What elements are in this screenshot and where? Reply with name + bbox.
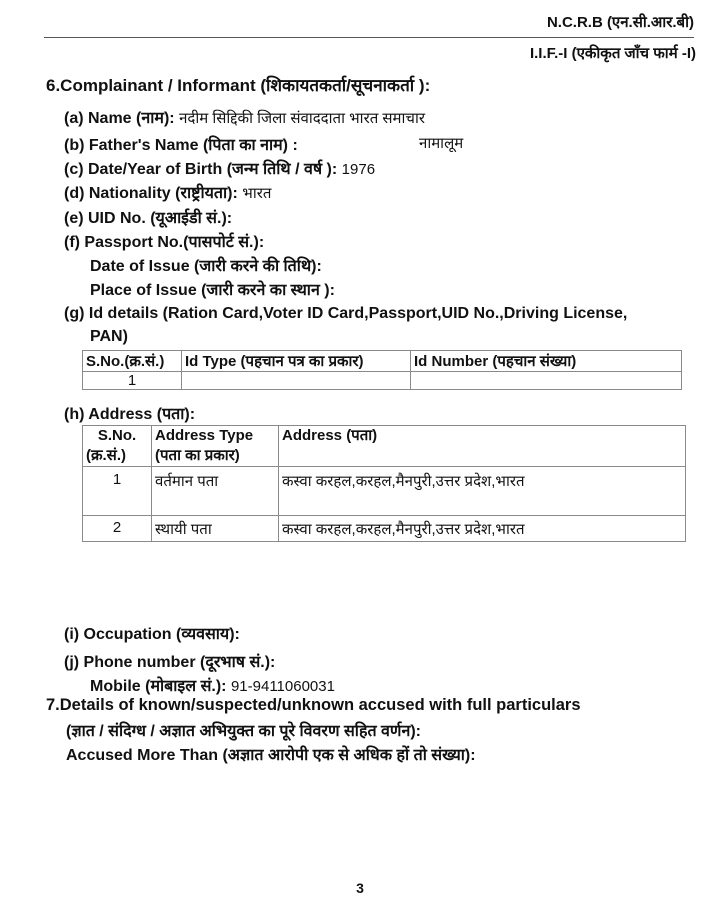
page-number: 3 [356,880,364,896]
address-table-header-type-line2: (पता का प्रकार) [155,447,240,464]
phone-label: (j) Phone number (दूरभाष सं.): [64,654,276,671]
passport-label: (f) Passport No.(पासपोर्ट सं.): [64,234,265,251]
mobile-value: 91-9411060031 [230,678,335,695]
father-label: (b) Father's Name (पिता का नाम) : [64,137,298,154]
uid-label: (e) UID No. (यूआईडी सं.): [64,210,233,227]
address-table-header-type-line1: Address Type [155,427,254,444]
id-table-cell-number [411,372,682,390]
address-table-header-sno-line2: (क्र.सं.) [86,447,126,464]
id-table [82,350,682,390]
address-table-header-sno [83,426,152,467]
name-value: नदीम सिद्दिकी जिला संवाददाता भारत समाचार [179,110,425,127]
mobile-row [90,674,335,696]
address-table-cell-sno: 1 [83,467,152,516]
id-details-label: (g) Id details (Ration Card,Voter ID Card,Passport,UID No.,Driving License, [64,305,628,322]
nationality-label: (d) Nationality (राष्ट्रीयता): [64,185,238,202]
id-table-header-row [83,351,682,372]
table-row [83,467,686,516]
table-row [83,372,682,390]
occupation-label: (i) Occupation (व्यवसाय): [64,626,240,643]
dob-value: 1976 [341,161,376,178]
father-row [64,133,298,155]
table-row [83,516,686,542]
address-label: (h) Address (पता): [64,406,196,423]
id-table-header-number: Id Number (पहचान संख्या) [411,351,682,372]
header-ncrb: N.C.R.B (एन.सी.आर.बी) [546,14,694,31]
address-table-header-address-line1: Address (पता) [282,427,378,444]
name-row [64,106,425,128]
id-table-header-sno: S.No.(क्र.सं.) [83,351,182,372]
address-table-header-sno-line1: S.No. [97,427,137,444]
header-form-id: I.I.F.-I (एकीकृत जाँच फार्म -I) [529,45,696,62]
address-table-cell-address: कस्वा करहल,करहल,मैनपुरी,उत्तर प्रदेश,भारत [279,516,686,542]
section-7-title: 7.Details of known/suspected/unknown accused with full particulars [46,696,581,714]
mobile-label: Mobile (मोबाइल सं.): [90,678,227,695]
header-divider [44,37,694,38]
address-table-cell-sno: 2 [83,516,152,542]
address-table-header-address [279,426,686,467]
address-table-header-type [152,426,279,467]
address-table-cell-address: कस्वा करहल,करहल,मैनपुरी,उत्तर प्रदेश,भारत [279,467,686,516]
address-table-header-row [83,426,686,467]
dob-label: (c) Date/Year of Birth (जन्म तिथि / वर्ष ): [64,161,338,178]
name-label: (a) Name (नाम): [64,110,175,127]
father-value: नामालूम [419,135,464,152]
accused-more-than-label: Accused More Than (अज्ञात आरोपी एक से अधिक हों तो संख्या): [66,747,476,764]
section-6-title: 6.Complainant / Informant (शिकायतकर्ता/सूचनाकर्ता ): [46,76,431,95]
id-table-header-type: Id Type (पहचान पत्र का प्रकार) [182,351,411,372]
date-of-issue-label: Date of Issue (जारी करने की तिथि): [90,258,322,275]
dob-row [64,157,375,179]
id-table-cell-sno: 1 [83,372,182,390]
place-of-issue-label: Place of Issue (जारी करने का स्थान ): [90,282,335,299]
id-table-cell-type [182,372,411,390]
address-table-cell-type: स्थायी पता [152,516,279,542]
nationality-row [64,181,271,203]
address-table [82,425,686,542]
id-details-label-cont: PAN) [90,328,128,345]
section-7-subtitle: (ज्ञात / संदिग्ध / अज्ञात अभियुक्त का पूरे विवरण सहित वर्णन): [66,723,422,740]
address-table-cell-type: वर्तमान पता [152,467,279,516]
nationality-value: भारत [242,185,272,202]
